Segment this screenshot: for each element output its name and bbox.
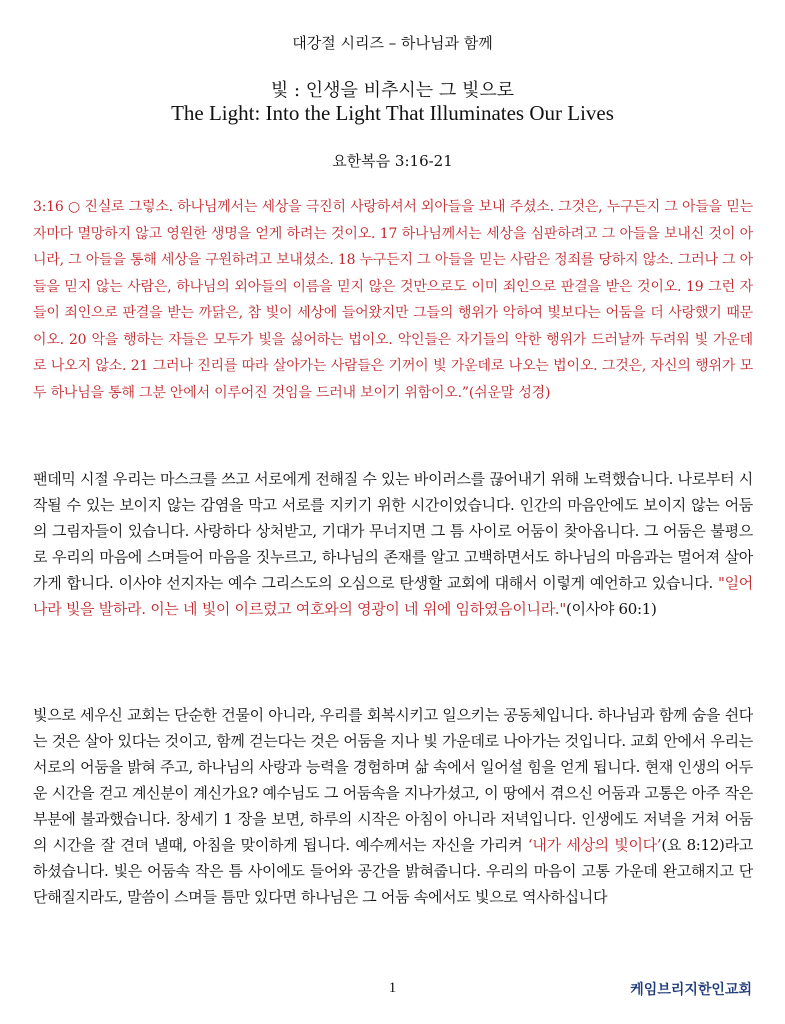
isaiah-citation: (이사야 60:1) — [565, 600, 657, 618]
page-number: 1 — [388, 980, 397, 996]
church-name: 케임브리지한인교회 — [630, 982, 752, 998]
scripture-passage: 3:16 ○ 진실로 그렇소. 하나님께서는 세상을 극진히 사랑하셔서 외아들을 보내 주셨소. 그것은, 누구든지 그 아들을 믿는 자마다 멸망하지 않고 영원한 생명을 얻게 하려는 것이오. 17 하나님께서는 세상을 심판하려고 그 아들을 보내신 것이 아니라, 그 아들을 통해 세상을 구원하려고 보내셨소. 18 누구든지 그 아들을 믿는 사람은 정죄를 당하지 않소. 그러나 그 아들을 믿지 않는 사람은, 하나님의 외아들의 이름을 믿지 않은 것만으로도 이미 죄인으로 판결을 받은 것이오. 19 그런 자들이 죄인으로 판결을 받는 까닭은, 참 빛이 세상에 들어왔지만 그들의 행위가 악하여 빛보다는 어둠을 더 사랑했기 때문이오. 20 악을 행하는 자들은 모두가 빛을 싫어하는 법이오. 악인들은 자기들의 악한 행위가 드러날까 두려워 빛 가운데로 나오지 않소. 21 그러나 진리를 따라 살아가는 사람들은 기꺼이 빛 가운데로 나오는 법이오. 그것은, 자신의 행위가 모두 하나님을 통해 그분 안에서 이루어진 것임을 드러내 보이기 위함이오.”(쉬운말 성경) — [33, 199, 753, 401]
body-paragraph-2 — [33, 702, 753, 910]
paragraph-1-text: 팬데믹 시절 우리는 마스크를 쓰고 서로에게 전해질 수 있는 바이러스를 끊어내기 위해 노력했습니다. 나로부터 시작될 수 있는 보이지 않는 감염을 막고 서로를 지키기 위한 시간이었습니다. 인간의 마음안에도 보이지 않는 어둠의 그림자들이 있습니다. 사랑하다 상처받고, 기대가 무너지면 그 틈 사이로 어둠이 찾아옵니다. 그 어둠은 불평으로 우리의 마음에 스며들어 마음을 짓누르고, 하나님의 존재를 알고 고백하면서도 하나님의 마음과는 멀어져 살아가게 합니다. 이사야 선지자는 예수 그리스도의 오심으로 탄생할 교회에 대해서 이렇게 예언하고 있습니다. — [33, 470, 753, 592]
series-title: 대강절 시리즈 – 하나님과 함께 — [292, 34, 493, 52]
isaiah-quote: "일어나라 빛을 발하라. 이는 네 빛이 이르렀고 여호와의 영광이 네 위에 임하였음이니라." — [33, 574, 753, 618]
paragraph-2-text-continued: (요 8:12)라고 하셨습니다. 빛은 어둠속 작은 틈 사이에도 들어와 공간을 밝혀줍니다. 우리의 마음이 고통 가운데 완고해지고 단단해질지라도, 말씀이 스며들 틈만 있다면 하나님은 그 어둠 속에서도 빛으로 역사하십니다 — [33, 836, 753, 906]
paragraph-2-text: 빛으로 세우신 교회는 단순한 건물이 아니라, 우리를 회복시키고 일으키는 공동체입니다. 하나님과 함께 숨을 쉰다는 것은 살아 있다는 것이고, 함께 걷는다는 것은 어둠을 지나 빛 가운데로 나아가는 것입니다. 교회 안에서 우리는 서로의 어둠을 밝혀 주고, 하나님의 사랑과 능력을 경험하며 삶 속에서 일어설 힘을 얻게 됩니다. 현재 인생의 어두운 시간을 걷고 계신분이 계신가요? 예수님도 그 어둠속을 지나가셨고, 이 땅에서 겪으신 어둠과 고통은 아주 작은 부분에 불과했습니다. 창세기 1 장을 보면, 하루의 시작은 아침이 아니라 저녁입니다. 인생에도 저녁을 거쳐 어둠의 시간을 잘 견뎌 낼때, 아침을 맞이하게 됩니다. 예수께서는 자신을 가리켜 — [33, 706, 753, 854]
john-quote: ‘내가 세상의 빛이다’ — [527, 836, 662, 854]
sermon-title-english: The Light: Into the Light That Illuminates Our Lives — [171, 101, 614, 125]
sermon-title-korean: 빛 : 인생을 비추시는 그 빛으로 — [270, 80, 515, 101]
scripture-reference: 요한복음 3:16-21 — [332, 152, 453, 170]
body-paragraph-1 — [33, 466, 753, 622]
